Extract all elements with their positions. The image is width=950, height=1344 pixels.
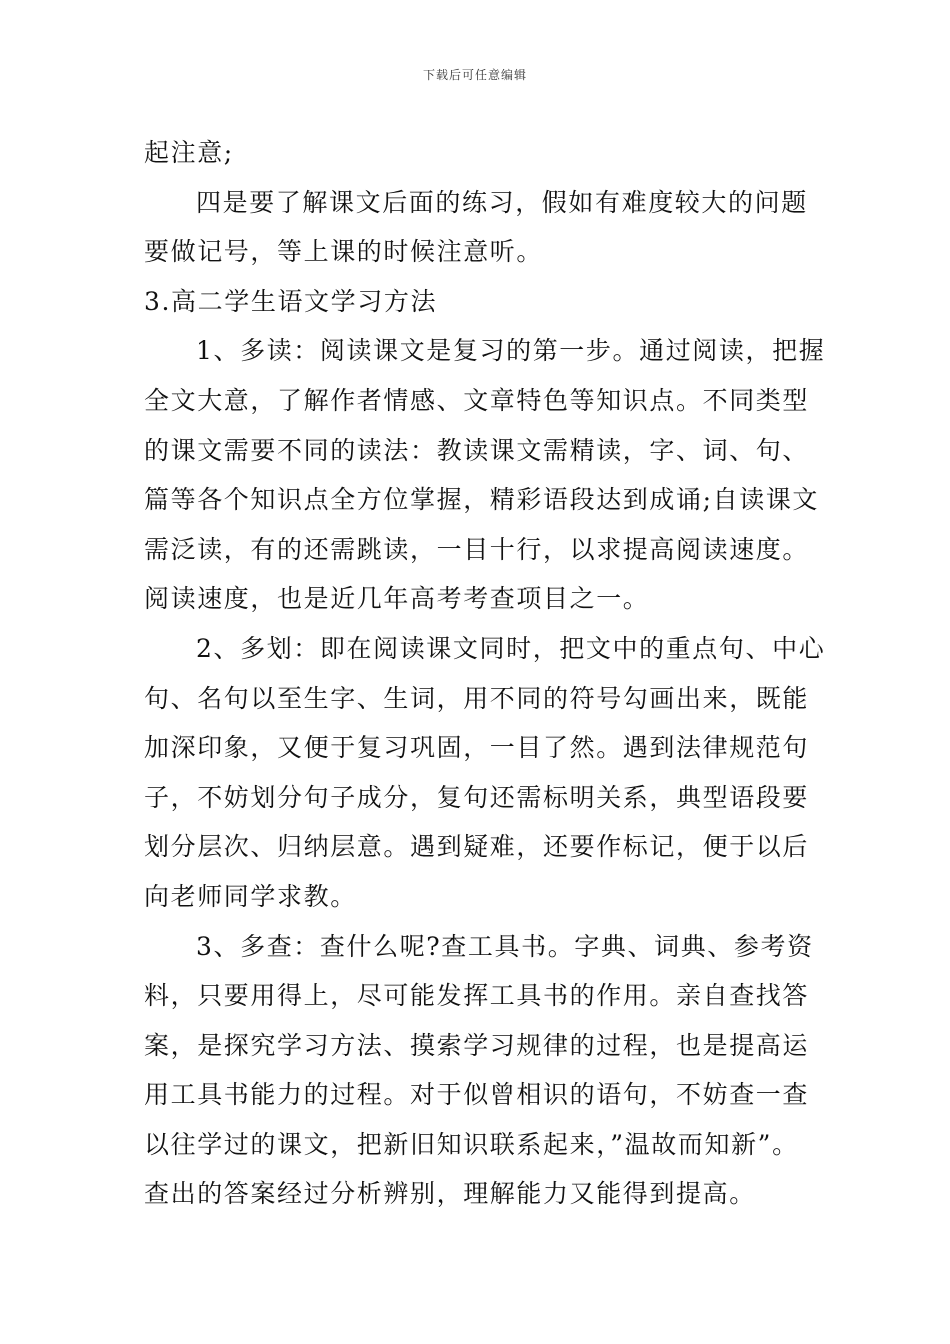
text-line: 篇等各个知识点全方位掌握，精彩语段达到成诵;自读课文 xyxy=(144,485,820,515)
text-line: 子，不妨划分句子成分，复句还需标明关系，典型语段要 xyxy=(144,782,810,812)
text-line: 阅读速度，也是近几年高考考查项目之一。 xyxy=(144,584,650,614)
text-line: 的课文需要不同的读法：教读课文需精读，字、词、句、 xyxy=(144,435,810,465)
text-line: 查出的答案经过分析辨别，理解能力又能得到提高。 xyxy=(144,1179,756,1209)
text-line: 以往学过的课文，把新旧知识联系起来，”温故而知新”。 xyxy=(144,1129,799,1159)
text-line: 向老师同学求教。 xyxy=(144,881,357,911)
text-line: 起注意; xyxy=(144,138,234,167)
text-line: 句、名句以至生字、生词，用不同的符号勾画出来，既能 xyxy=(144,683,810,713)
text-line: 需泛读，有的还需跳读，一目十行，以求提高阅读速度。 xyxy=(144,534,810,564)
text-line: 全文大意，了解作者情感、文章特色等知识点。不同类型 xyxy=(144,385,810,415)
page-header: 下载后可任意编辑 xyxy=(422,68,527,82)
text-line: 用工具书能力的过程。对于似曾相识的语句，不妨查一查 xyxy=(144,1080,810,1110)
paragraph-start: 2、多划：即在阅读课文同时，把文中的重点句、中心 xyxy=(196,633,826,663)
document-body xyxy=(144,128,824,1219)
text-line: 要做记号，等上课的时候注意听。 xyxy=(144,237,544,267)
paragraph-start: 3、多查：查什么呢?查工具书。字典、词典、参考资 xyxy=(196,931,814,961)
text-line: 料，只要用得上，尽可能发挥工具书的作用。亲自查找答 xyxy=(144,981,810,1011)
section-heading: 3.高二学生语文学习方法 xyxy=(144,286,438,316)
text-line: 加深印象，又便于复习巩固，一目了然。遇到法律规范句 xyxy=(144,733,810,763)
text-line: 案，是探究学习方法、摸索学习规律的过程，也是提高运 xyxy=(144,1030,810,1060)
paragraph-start: 1、多读：阅读课文是复习的第一步。通过阅读，把握 xyxy=(196,336,826,366)
paragraph-start: 四是要了解课文后面的练习，假如有难度较大的问题 xyxy=(196,187,808,217)
text-line: 划分层次、归纳层意。遇到疑难，还要作标记，便于以后 xyxy=(144,832,810,862)
